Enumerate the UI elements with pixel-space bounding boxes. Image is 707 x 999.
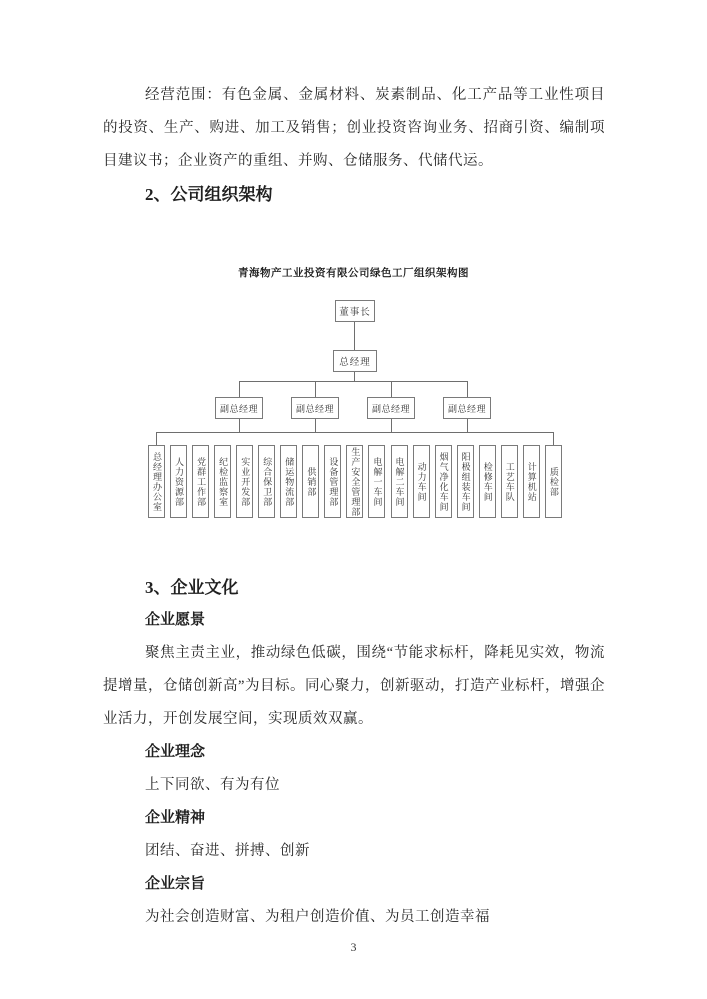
org-node-department bbox=[258, 445, 275, 518]
org-node-department bbox=[346, 445, 363, 518]
org-node-department bbox=[501, 445, 518, 518]
department-label: 生产安全管理部 bbox=[350, 446, 361, 517]
connector-line bbox=[391, 419, 392, 432]
section-heading-culture: 3、企业文化 bbox=[145, 578, 239, 597]
department-label: 储运物流部 bbox=[284, 456, 295, 507]
purpose-label: 企业宗旨 bbox=[145, 876, 206, 892]
department-label: 电解二车间 bbox=[394, 456, 405, 507]
section-heading-org-structure: 2、公司组织架构 bbox=[145, 185, 273, 204]
department-label: 纪检监察室 bbox=[218, 456, 229, 507]
department-label: 动力车间 bbox=[416, 461, 427, 502]
department-label: 质检部 bbox=[548, 466, 559, 497]
connector-line bbox=[315, 381, 316, 397]
spirit-text: 团结、奋进、拼搏、创新 bbox=[145, 843, 310, 859]
org-node-deputy-manager: 副总经理 bbox=[443, 397, 491, 419]
department-label: 总经理办公室 bbox=[152, 451, 162, 512]
org-node-department bbox=[391, 445, 408, 518]
department-label: 设备管理部 bbox=[328, 456, 339, 507]
department-label: 计算机站 bbox=[526, 461, 537, 502]
page-number: 3 bbox=[350, 940, 357, 954]
connector-line bbox=[467, 381, 468, 397]
department-label: 检修车间 bbox=[482, 461, 493, 502]
department-label: 阳极组装车间 bbox=[460, 451, 471, 512]
business-scope-paragraph: 经营范围：有色金属、金属材料、炭素制品、化工产品等工业性项目的投资、生产、购进、加工及销售；创业投资咨询业务、招商引资、编制项目建议书；企业资产的重组、并购、仓储服务、代储代运。 bbox=[103, 87, 605, 169]
org-node-chairman: 董事长 bbox=[335, 300, 375, 322]
org-node-department bbox=[236, 445, 253, 518]
org-chart-title: 青海物产工业投资有限公司绿色工厂组织架构图 bbox=[238, 268, 469, 279]
department-label: 实业开发部 bbox=[240, 456, 251, 507]
deputy-manager-row bbox=[215, 397, 491, 419]
org-node-department bbox=[192, 445, 209, 518]
org-node-department bbox=[302, 445, 319, 518]
vision-label: 企业愿景 bbox=[145, 612, 206, 628]
philosophy-label: 企业理念 bbox=[145, 744, 206, 760]
connector-line bbox=[239, 419, 240, 432]
org-node-department bbox=[479, 445, 496, 518]
department-label: 供销部 bbox=[306, 466, 317, 497]
department-label: 电解一车间 bbox=[372, 456, 383, 507]
connector-line bbox=[354, 322, 355, 350]
org-node-deputy-manager: 副总经理 bbox=[291, 397, 339, 419]
spirit-label: 企业精神 bbox=[145, 810, 206, 826]
org-chart bbox=[0, 211, 707, 571]
org-node-department bbox=[148, 445, 165, 518]
department-label: 工艺车队 bbox=[504, 461, 515, 502]
connector-line bbox=[156, 432, 157, 445]
org-node-department bbox=[435, 445, 452, 518]
connector-line bbox=[354, 372, 355, 381]
connector-line bbox=[239, 381, 240, 397]
org-node-department bbox=[545, 445, 562, 518]
department-row bbox=[148, 445, 562, 518]
connector-line bbox=[467, 419, 468, 432]
org-node-department bbox=[413, 445, 430, 518]
connector-line bbox=[553, 432, 554, 445]
org-node-department bbox=[324, 445, 341, 518]
connector-line bbox=[391, 381, 392, 397]
org-node-department bbox=[523, 445, 540, 518]
org-node-department bbox=[368, 445, 385, 518]
purpose-text: 为社会创造财富、为租户创造价值、为员工创造幸福 bbox=[145, 909, 490, 925]
org-node-general-manager: 总经理 bbox=[333, 350, 377, 372]
philosophy-text: 上下同欲、有为有位 bbox=[145, 777, 280, 793]
connector-line bbox=[239, 381, 468, 382]
org-node-deputy-manager: 副总经理 bbox=[367, 397, 415, 419]
org-node-department bbox=[457, 445, 474, 518]
department-label: 烟气净化车间 bbox=[438, 451, 449, 512]
connector-line bbox=[156, 432, 554, 433]
connector-line bbox=[315, 419, 316, 432]
org-node-department bbox=[170, 445, 187, 518]
department-label: 人力资源部 bbox=[174, 456, 185, 507]
org-node-department bbox=[214, 445, 231, 518]
org-node-department bbox=[280, 445, 297, 518]
department-label: 综合保卫部 bbox=[262, 456, 273, 507]
vision-text: 聚焦主责主业，推动绿色低碳，围绕“节能求标杆，降耗见实效，物流提增量，仓储创新高”为目标。同心聚力，创新驱动，打造产业标杆，增强企业活力，开创发展空间，实现质效双赢。 bbox=[103, 645, 605, 727]
org-node-deputy-manager: 副总经理 bbox=[215, 397, 263, 419]
department-label: 党群工作部 bbox=[196, 456, 207, 507]
